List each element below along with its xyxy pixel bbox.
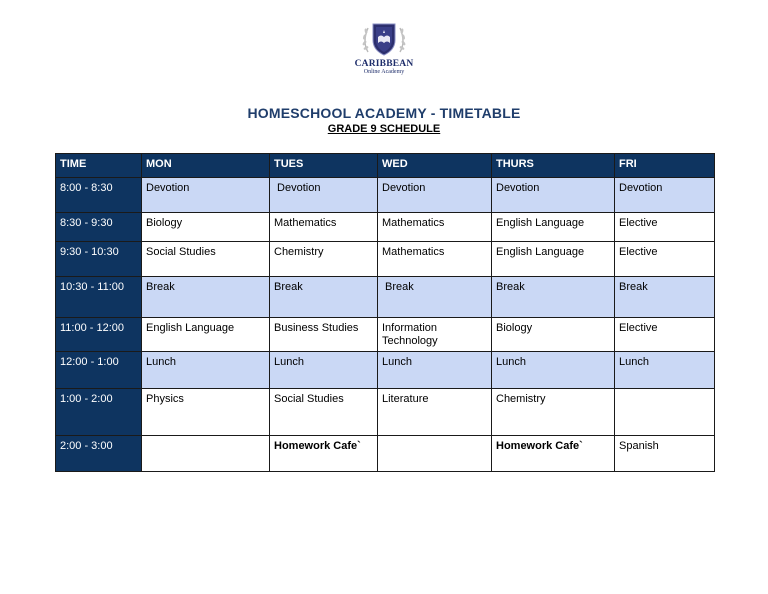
table-cell: Chemistry — [492, 389, 615, 436]
table-row — [56, 318, 715, 352]
table-cell: English Language — [492, 242, 615, 277]
table-cell: English Language — [492, 213, 615, 242]
academy-logo — [334, 18, 434, 80]
header-fri: FRI — [615, 154, 715, 178]
table-cell: Break — [492, 277, 615, 318]
table-cell: Mathematics — [378, 242, 492, 277]
table-cell: Lunch — [142, 352, 270, 389]
time-cell: 8:30 - 9:30 — [56, 213, 142, 242]
table-cell: Break — [615, 277, 715, 318]
table-cell: Devotion — [378, 178, 492, 213]
table-cell — [142, 436, 270, 472]
header-row — [56, 154, 715, 178]
header-thurs: THURS — [492, 154, 615, 178]
time-cell: 9:30 - 10:30 — [56, 242, 142, 277]
logo-brand-text: CARIBBEAN — [354, 59, 414, 69]
table-cell: Mathematics — [378, 213, 492, 242]
table-cell: Social Studies — [142, 242, 270, 277]
header-wed: WED — [378, 154, 492, 178]
table-cell: Business Studies — [270, 318, 378, 352]
table-cell: Spanish — [615, 436, 715, 472]
table-row — [56, 389, 715, 436]
time-cell: 1:00 - 2:00 — [56, 389, 142, 436]
time-cell: 8:00 - 8:30 — [56, 178, 142, 213]
header-mon: MON — [142, 154, 270, 178]
table-cell: Lunch — [492, 352, 615, 389]
table-cell: Lunch — [270, 352, 378, 389]
table-cell: Homework Cafe` — [492, 436, 615, 472]
table-cell: Elective — [615, 318, 715, 352]
table-cell: Elective — [615, 213, 715, 242]
header-time: TIME — [56, 154, 142, 178]
logo-sub-text: Online Academy — [363, 69, 405, 75]
table-cell: Homework Cafe` — [270, 436, 378, 472]
page-subtitle: GRADE 9 SCHEDULE — [327, 123, 441, 135]
crest-icon — [354, 18, 414, 58]
table-cell: Mathematics — [270, 213, 378, 242]
header-tues: TUES — [270, 154, 378, 178]
table-cell: Biology — [142, 213, 270, 242]
table-row — [56, 178, 715, 213]
table-row — [56, 242, 715, 277]
table-cell: Biology — [492, 318, 615, 352]
table-cell: Devotion — [142, 178, 270, 213]
table-cell: Lunch — [615, 352, 715, 389]
table-cell: Devotion — [492, 178, 615, 213]
table-cell: English Language — [142, 318, 270, 352]
table-cell: Information Technology — [378, 318, 492, 352]
table-row — [56, 277, 715, 318]
table-cell: Lunch — [378, 352, 492, 389]
table-cell: Chemistry — [270, 242, 378, 277]
table-cell: Devotion — [615, 178, 715, 213]
table-cell — [615, 389, 715, 436]
table-cell: Devotion — [270, 178, 378, 213]
time-cell: 2:00 - 3:00 — [56, 436, 142, 472]
timetable — [55, 153, 715, 472]
table-cell: Break — [142, 277, 270, 318]
time-cell: 12:00 - 1:00 — [56, 352, 142, 389]
time-cell: 11:00 - 12:00 — [56, 318, 142, 352]
table-cell: Elective — [615, 242, 715, 277]
table-cell: Break — [270, 277, 378, 318]
table-cell: Literature — [378, 389, 492, 436]
table-cell: Break — [378, 277, 492, 318]
table-cell: Physics — [142, 389, 270, 436]
page-title: HOMESCHOOL ACADEMY - TIMETABLE — [247, 105, 521, 121]
table-cell: Social Studies — [270, 389, 378, 436]
time-cell: 10:30 - 11:00 — [56, 277, 142, 318]
table-cell — [378, 436, 492, 472]
table-row — [56, 213, 715, 242]
table-row — [56, 352, 715, 389]
table-row — [56, 436, 715, 472]
